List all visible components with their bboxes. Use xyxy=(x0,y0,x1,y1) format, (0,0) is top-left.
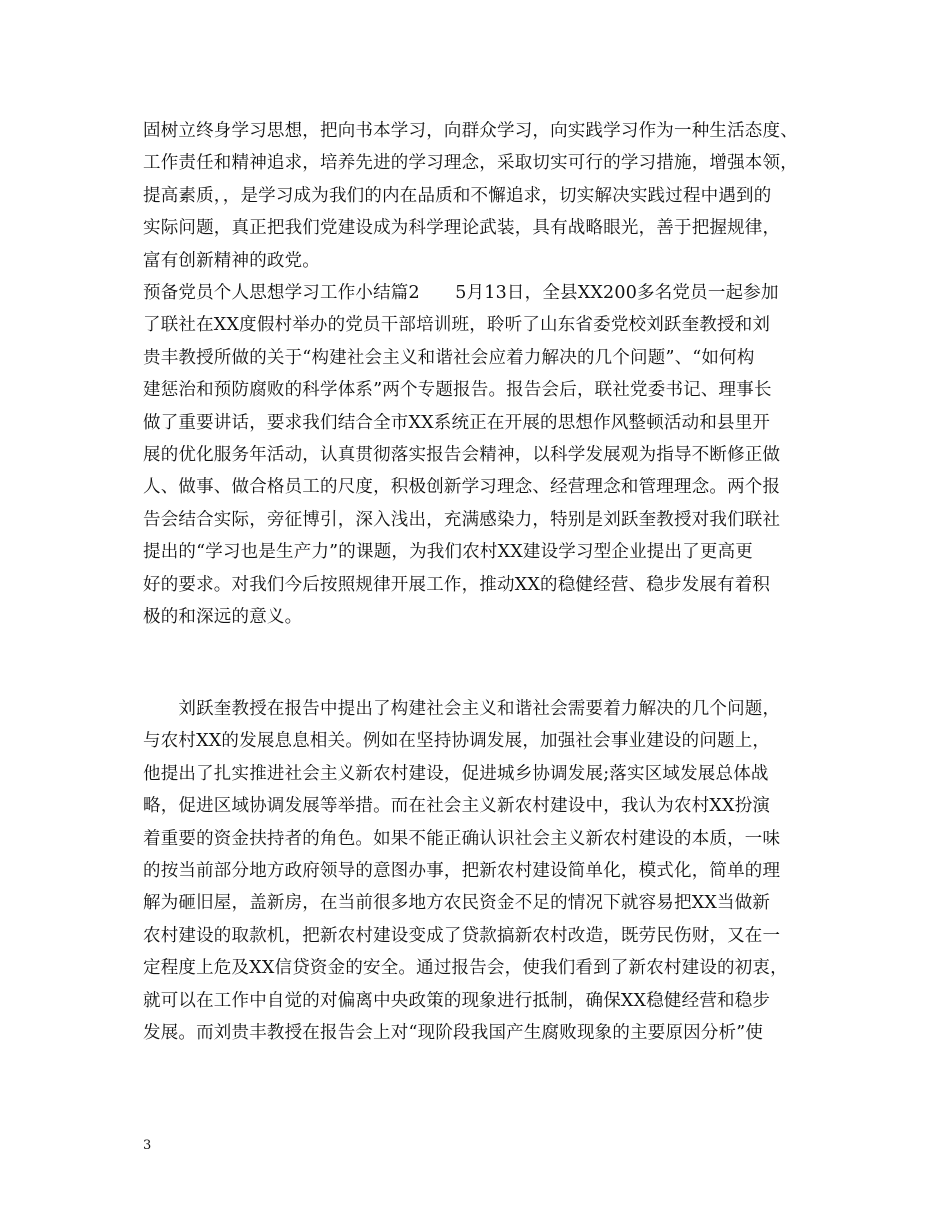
text-line: 发展。而刘贵丰教授在报告会上对“现阶段我国产生腐败现象的主要原因分析”使 xyxy=(143,1023,764,1043)
text-line: 做了重要讲话，要求我们结合全市XX系统正在开展的思想作风整顿活动和县里开 xyxy=(143,412,771,433)
text-line: 的按当前部分地方政府领导的意图办事，把新农村建设简单化，模式化，简单的理 xyxy=(143,861,781,881)
text-line: 预备党员个人思想学习工作小结篇2 5月13日，全县XX200多名党员一起参加 xyxy=(143,283,779,303)
text-line: 好的要求。对我们今后按照规律开展工作，推动XX的稳健经营、稳步发展有着积 xyxy=(143,574,771,595)
text-line: 贵丰教授所做的关于“构建社会主义和谐社会应着力解决的几个问题”、“如何构 xyxy=(143,347,755,368)
text-line: 他提出了扎实推进社会主义新农村建设，促进城乡协调发展;落实区域发展总体战 xyxy=(143,763,769,784)
text-line: 展的优化服务年活动，认真贯彻落实报告会精神，以科学发展观为指导不断修正做 xyxy=(143,445,781,465)
text-line: 提出的“学习也是生产力”的课题，为我们农村XX建设学习型企业提出了更高更 xyxy=(143,542,754,563)
page-number: 3 xyxy=(143,1138,152,1153)
text-line: 定程度上危及XX信贷资金的安全。通过报告会，使我们看到了新农村建设的初衷， xyxy=(143,958,788,979)
text-line: 与农村XX的发展息息相关。例如在坚持协调发展，加强社会事业建设的问题上， xyxy=(143,731,771,752)
text-line: 农村建设的取款机，把新农村建设变成了贷款搞新农村改造，既劳民伤财，又在一 xyxy=(143,925,781,946)
text-line: 提高素质，，是学习成为我们的内在品质和不懈追求，切实解决实践过程中遇到的 xyxy=(143,185,772,206)
text-line: 富有创新精神的政党。 xyxy=(143,250,320,271)
text-line: 着重要的资金扶持者的角色。如果不能正确认识社会主义新农村建设的本质，一味 xyxy=(143,828,781,849)
text-line: 了联社在XX度假村举办的党员干部培训班，聆听了山东省委党校刘跃奎教授和刘 xyxy=(143,315,771,336)
text-line: 固树立终身学习思想，把向书本学习，向群众学习，向实践学习作为一种生活态度、 xyxy=(143,121,798,141)
text-line: 建惩治和预防腐败的科学体系”两个专题报告。报告会后，联社党委书记、理事长 xyxy=(143,380,772,401)
text-line: 告会结合实际，旁征博引，深入浅出，充满感染力，特别是刘跃奎教授对我们联社 xyxy=(143,509,781,530)
text-line: 人、做事、做合格员工的尺度，积极创新学习理念、经营理念和管理理念。两个报 xyxy=(143,477,781,498)
text-line: 实际问题，真正把我们党建设成为科学理论武装，具有战略眼光，善于把握规律， xyxy=(143,218,781,239)
text-line: 略，促进区域协调发展等举措。而在社会主义新农村建设中，我认为农村XX扮演 xyxy=(143,796,771,817)
text-line: 刘跃奎教授在报告中提出了构建社会主义和谐社会需要着力解决的几个问题， xyxy=(143,699,781,719)
text-line: 解为砸旧屋，盖新房，在当前很多地方农民资金不足的情况下就容易把XX当做新 xyxy=(143,893,771,914)
text-line: 就可以在工作中自觉的对偏离中央政策的现象进行抵制，确保XX稳健经营和稳步 xyxy=(143,990,771,1011)
text-line: 极的和深远的意义。 xyxy=(143,607,303,627)
text-line: 工作责任和精神追求，培养先进的学习理念，采取切实可行的学习措施，增强本领， xyxy=(143,153,798,174)
